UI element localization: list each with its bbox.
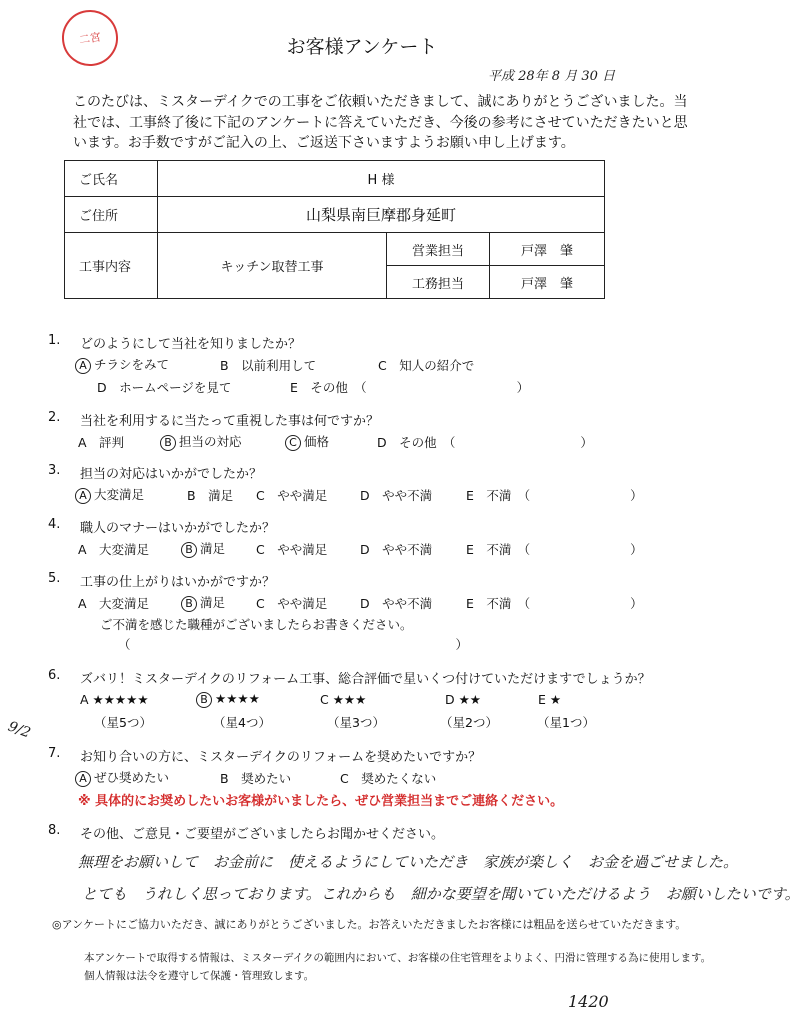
answer-circle: A — [75, 488, 91, 504]
q5-option-d: D やや不満 — [360, 596, 433, 611]
q7-option-a — [75, 768, 169, 787]
q3-number: 3. — [48, 463, 61, 478]
q5-option-b-text: 満足 — [200, 595, 226, 610]
q1-question: どのようにして当社を知りましたか？ — [80, 337, 302, 352]
q4-option-b — [181, 539, 225, 558]
margin-note: 9/2 — [5, 718, 33, 742]
q4-question: 職人のマナーはいかがでしたか？ — [80, 521, 276, 536]
answer-circle: B — [196, 692, 212, 708]
q8-handwritten-line-1: 無理をお願いして お金前に 使えるようにしていただき 家族が楽しく お金を過ごせました。 — [78, 853, 739, 871]
intro-paragraph: このたびは、ミスターデイクでの工事をご依頼いただきまして、誠にありがとうございました。当社では、工事終了後に下記のアンケートに答えていただき、今後の参考にさせていただきたいと思います。お手数ですがご記入の上、ご返送下さいますようお願い申し上げます。 — [73, 94, 688, 151]
page-title: お客様アンケート — [286, 36, 438, 58]
q6-c-sub: （星3つ） — [327, 715, 385, 730]
q5-option-e: E 不満 （ ） — [466, 596, 643, 611]
sales-person: 戸澤 肇 — [490, 233, 605, 266]
q2-option-a: A 評判 — [78, 435, 125, 450]
q3-option-b: B 満足 — [187, 488, 234, 503]
work-label: 工事内容 — [65, 233, 158, 299]
q7-option-b: B 奨めたい — [220, 771, 292, 786]
q1-number: 1. — [48, 333, 61, 348]
q7-notice: ※ 具体的にお奨めしたいお客様がいましたら、ぜひ営業担当までご連絡ください。 — [78, 794, 564, 809]
name-value: H 様 — [158, 161, 605, 197]
q4-option-d: D やや不満 — [360, 542, 433, 557]
q2-number: 2. — [48, 410, 61, 425]
q6-option-b — [196, 691, 260, 708]
q4-option-a: A 大変満足 — [78, 542, 150, 557]
q4-number: 4. — [48, 517, 61, 532]
q6-question: ズバリ！ミスターデイクのリフォーム工事、総合評価で星いくつ付けていただけますでしょうか？ — [80, 672, 651, 687]
q5-note: ご不満を感じた職種がございましたらお書きください。 — [100, 617, 413, 632]
q5-option-b — [181, 593, 225, 612]
q4-option-e: E 不満 （ ） — [466, 542, 643, 557]
q6-option-b-stars: ★★★★ — [215, 691, 260, 706]
answer-circle: B — [181, 596, 197, 612]
q6-option-a: A ★★★★★ — [80, 692, 149, 707]
q4-option-b-text: 満足 — [200, 541, 226, 556]
q3-option-c: C やや満足 — [256, 488, 328, 503]
q1-option-a — [75, 355, 169, 374]
thanks-note: ◎アンケートにご協力いただき、誠にありがとうございました。お答えいただきましたお客様には粗品を送らせていただきます。 — [52, 918, 687, 931]
customer-info-table — [64, 160, 605, 299]
q2-option-c — [285, 432, 329, 451]
sales-label: 営業担当 — [387, 233, 490, 266]
answer-circle: B — [181, 542, 197, 558]
name-label: ご氏名 — [65, 161, 158, 197]
q5-option-c: C やや満足 — [256, 596, 328, 611]
q3-option-a — [75, 485, 144, 504]
q3-option-e: E 不満 （ ） — [466, 488, 643, 503]
address-value: 山梨県南巨摩郡身延町 — [158, 197, 605, 233]
q3-question: 担当の対応はいかがでしたか？ — [80, 467, 263, 482]
q2-option-b — [160, 432, 242, 451]
q7-number: 7. — [48, 746, 61, 761]
q5-number: 5. — [48, 571, 61, 586]
answer-circle: C — [285, 435, 301, 451]
answer-circle: B — [160, 435, 176, 451]
construction-label: 工務担当 — [387, 266, 490, 299]
q8-question: その他、ご意見・ご要望がございましたらお聞かせください。 — [80, 827, 445, 842]
q2-option-d: D その他 （ ） — [377, 435, 593, 450]
q2-option-b-text: 担当の対応 — [179, 434, 242, 449]
q6-option-c: C ★★★ — [320, 692, 367, 707]
work-value: キッチン取替工事 — [158, 233, 387, 299]
q6-a-sub: （星5つ） — [94, 715, 152, 730]
q2-option-c-text: 価格 — [304, 434, 330, 449]
privacy-note-1: 本アンケートで取得する情報は、ミスターデイクの範囲内において、お客様の住宅管理をよりよく、円滑に管理する為に使用します。 — [84, 952, 712, 964]
q6-d-sub: （星2つ） — [440, 715, 498, 730]
q8-number: 8. — [48, 823, 61, 838]
q2-question: 当社を利用するに当たって重視した事は何ですか？ — [80, 414, 380, 429]
q3-option-a-text: 大変満足 — [94, 487, 145, 502]
q6-option-d: D ★★ — [445, 692, 482, 707]
q1-option-d: D ホームページを見て — [97, 380, 232, 395]
corner-number: 1420 — [568, 992, 609, 1011]
q1-option-e: E その他 （ ） — [290, 380, 530, 395]
q1-option-c: C 知人の紹介で — [378, 358, 475, 373]
q6-e-sub: （星1つ） — [537, 715, 595, 730]
q7-option-a-text: ぜひ奨めたい — [94, 770, 170, 785]
answer-circle: A — [75, 771, 91, 787]
q1-option-a-text: チラシをみて — [94, 357, 170, 372]
stamp-text: 二宮 — [78, 30, 102, 47]
q5-question: 工事の仕上がりはいかがですか？ — [80, 575, 276, 590]
q7-option-c: C 奨めたくない — [340, 771, 437, 786]
q4-option-c: C やや満足 — [256, 542, 328, 557]
q6-number: 6. — [48, 668, 61, 683]
q5-option-a: A 大変満足 — [78, 596, 150, 611]
q3-option-d: D やや不満 — [360, 488, 433, 503]
q1-option-b: B 以前利用して — [220, 358, 317, 373]
privacy-note-2: 個人情報は法令を遵守して保護・管理致します。 — [84, 970, 315, 982]
q5-blank: （ ） — [118, 637, 469, 652]
q6-b-sub: （星4つ） — [213, 715, 271, 730]
q6-option-e: E ★ — [538, 692, 562, 707]
address-label: ご住所 — [65, 197, 158, 233]
construction-person: 戸澤 肇 — [490, 266, 605, 299]
answer-circle: A — [75, 358, 91, 374]
q7-question: お知り合いの方に、ミスターデイクのリフォームを奨めたいですか？ — [80, 750, 482, 765]
q8-handwritten-line-2: とても うれしく思っております。これからも 細かな要望を聞いていただけるよう お願いしたいです。 — [82, 885, 800, 903]
survey-date: 平成 28年 8 月 30 日 — [488, 69, 616, 84]
